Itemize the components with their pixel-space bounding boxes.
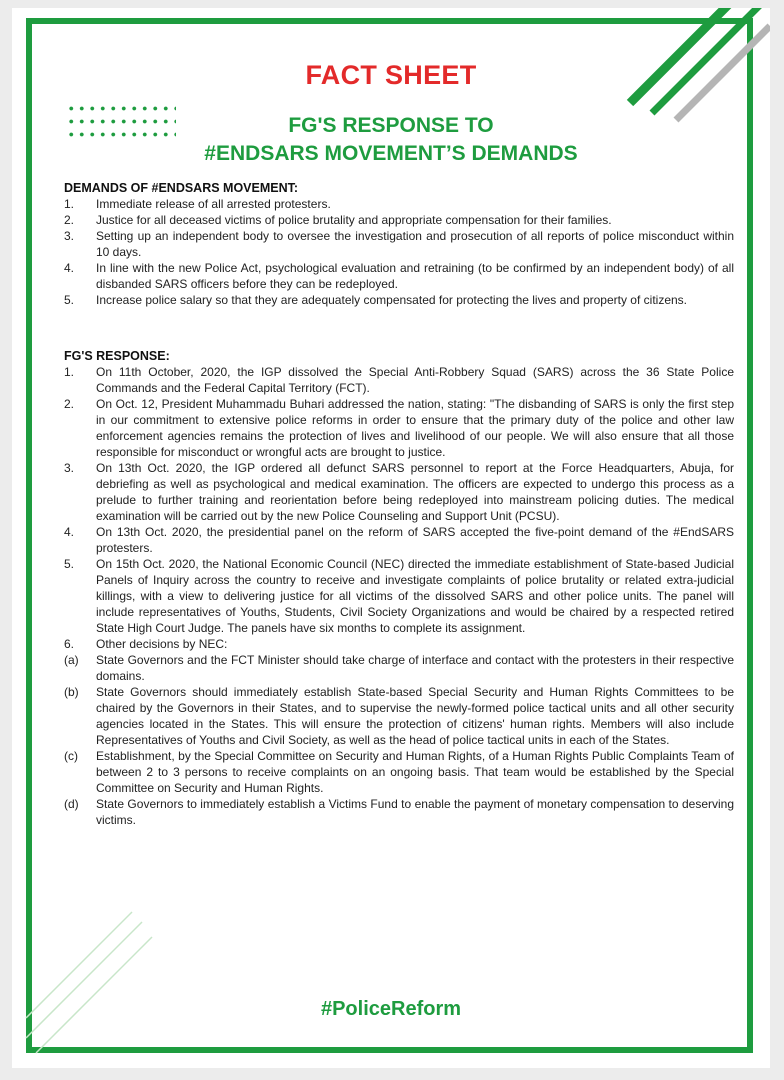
list-item-number: 5. <box>64 293 75 307</box>
demands-heading: DEMANDS OF #ENDSARS MOVEMENT: <box>64 181 299 195</box>
page-subtitle <box>12 112 770 168</box>
fact-sheet-page <box>12 8 770 1068</box>
list-item <box>64 460 734 524</box>
list-item <box>64 212 734 228</box>
list-item <box>64 196 734 212</box>
list-item-number: 3. <box>64 229 75 243</box>
list-item-text: On 13th Oct. 2020, the presidential panel on the reform of SARS accepted the five-point demand of the #EndSARS protesters. <box>96 525 734 555</box>
list-item-number: 5. <box>64 557 75 571</box>
list-item-text: On 15th Oct. 2020, the National Economic Council (NEC) directed the immediate establishment of State-based Judicial Panels of Inquiry across the country to receive and investigate complaints of police brutality or related extra-judicial killings, with a view to delivering justice for all victims of the dissolved SARS and other police units. The panel will include representatives of Youths, Students, Civil Society Organizations and would be chaired by a respected retired State High Court Judge. The panels have six months to complete its assignment. <box>96 557 734 635</box>
list-item-text: On Oct. 12, President Muhammadu Buhari addressed the nation, stating: "The disbanding of SARS is only the first step in our commitment to extensive police reforms in order to ensure that the primary duty of the police and other law enforcement agencies remains the protection of lives and livelihood of our people. We will also ensure that all those responsible for misconduct or wrongful acts are brought to justice. <box>96 397 734 459</box>
list-item <box>64 228 734 260</box>
list-item-number: 3. <box>64 461 75 475</box>
list-item-number: 4. <box>64 261 75 275</box>
list-item-number: (a) <box>64 653 79 667</box>
list-item-text: On 11th October, 2020, the IGP dissolved the Special Anti-Robbery Squad (SARS) across the 36 State Police Commands and the Federal Capital Territory (FCT). <box>96 365 734 395</box>
list-item-text: Establishment, by the Special Committee on Security and Human Rights, of a Human Rights Public Complaints Team of between 2 to 3 persons to receive complaints on an ongoing basis. That team would be established by the Special Committee on Security and Human Rights. <box>96 749 734 795</box>
list-item-text: Justice for all deceased victims of police brutality and appropriate compensation for their families. <box>96 213 612 227</box>
list-item-text: Other decisions by NEC: <box>96 637 228 651</box>
list-item-text: State Governors should immediately establish State-based Special Security and Human Rights Committees to be chaired by the Governors in their States, and to supervise the newly-formed police tactical units and all other security agencies located in the States. This will ensure the protection of citizens' human rights. Members will also include Representatives of Youths and Civil Society, as well as the head of police tactical units in each of the States. <box>96 685 734 747</box>
subtitle-line-1: FG'S RESPONSE TO <box>288 114 494 137</box>
list-item <box>64 364 734 396</box>
list-item-number: (b) <box>64 685 79 699</box>
list-item-text: State Governors to immediately establish a Victims Fund to enable the payment of monetary compensation to deserving victims. <box>96 797 734 827</box>
list-item-number: 2. <box>64 397 75 411</box>
list-item <box>64 260 734 292</box>
list-item-number: (c) <box>64 749 78 763</box>
page-title: FACT SHEET <box>305 60 477 90</box>
list-item-number: 2. <box>64 213 75 227</box>
demands-list <box>64 196 734 308</box>
list-item-text: State Governors and the FCT Minister should take charge of interface and contact with the protesters in their respective domains. <box>96 653 734 683</box>
list-item-text: In line with the new Police Act, psychological evaluation and retraining (to be confirmed by an independent body) of all disbanded SARS officers before they can be redeployed. <box>96 261 734 291</box>
document-body <box>64 180 734 828</box>
list-item <box>64 636 734 652</box>
list-item-number: 1. <box>64 197 75 211</box>
list-item-text: Setting up an independent body to oversee the investigation and prosecution of all reports of police misconduct within 10 days. <box>96 229 734 259</box>
list-item <box>64 292 734 308</box>
response-heading: FG'S RESPONSE: <box>64 349 170 363</box>
list-item <box>64 396 734 460</box>
list-item-number: 6. <box>64 637 75 651</box>
subtitle-line-2: #ENDSARS MOVEMENT’S DEMANDS <box>204 142 578 165</box>
list-item-text: On 13th Oct. 2020, the IGP ordered all defunct SARS personnel to report at the Force Headquarters, Abuja, for debriefing as well as psychological and medical examination. The officers are expected to undergo this process as a prelude to further training and reorientation before being redeployed into mainstream policing duties. The medical examination will be carried out by the new Police Counseling and Support Unit (PCSU). <box>96 461 734 523</box>
response-list <box>64 364 734 828</box>
list-item-text: Immediate release of all arrested protesters. <box>96 197 331 211</box>
hashtag-footer: #PoliceReform <box>320 998 462 1020</box>
list-item <box>64 796 734 828</box>
list-item-number: 4. <box>64 525 75 539</box>
list-item-number: 1. <box>64 365 75 379</box>
list-item <box>64 684 734 748</box>
list-item <box>64 748 734 796</box>
list-item <box>64 652 734 684</box>
list-item <box>64 524 734 556</box>
list-item-text: Increase police salary so that they are adequately compensated for protecting the lives and property of citizens. <box>96 293 687 307</box>
list-item <box>64 556 734 636</box>
list-item-number: (d) <box>64 797 79 811</box>
